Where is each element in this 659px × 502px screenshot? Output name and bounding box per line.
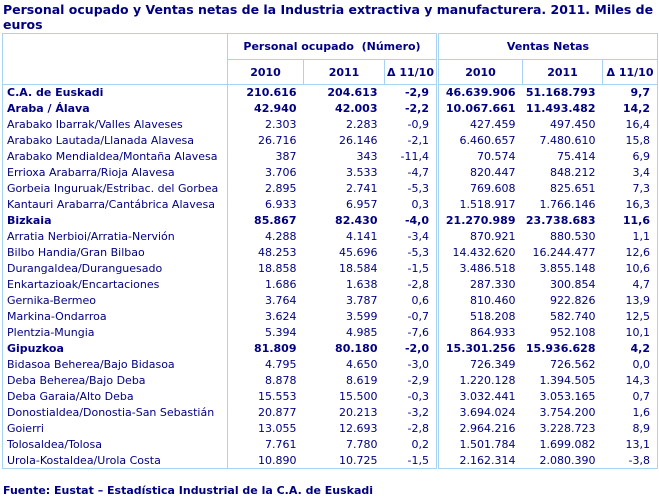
row-label: Arabako Mendialdea/Montaña Alavesa [3, 149, 228, 165]
cell: 46.639.906 [438, 85, 523, 101]
cell: -0,3 [407, 390, 429, 403]
table-row [3, 181, 658, 197]
cell: 4,7 [632, 278, 651, 291]
table-row [3, 341, 658, 357]
cell: -2,8 [407, 422, 429, 435]
cell: 3.053.165 [539, 390, 596, 403]
cell: -11,4 [400, 150, 429, 163]
cell: 15.553 [258, 390, 297, 403]
cell: 825.651 [550, 182, 596, 195]
cell: 21.270.989 [438, 213, 523, 229]
cell: 12.693 [339, 422, 378, 435]
subheader-ventas-delta: Δ 11/10 [603, 60, 658, 85]
cell: 8,9 [632, 422, 651, 435]
cell: 7.761 [265, 438, 297, 451]
table-row [3, 357, 658, 373]
cell: 16,4 [625, 118, 651, 131]
cell: 210.616 [246, 86, 297, 100]
cell: 0,3 [411, 198, 429, 211]
table-row [3, 197, 658, 213]
source-note: Fuente: Eustat – Estadística Industrial de la C.A. de Euskadi [3, 484, 374, 497]
cell: 6.933 [265, 198, 297, 211]
cell: 6.460.657 [438, 133, 523, 149]
cell: 204.613 [327, 86, 378, 100]
cell: 7,3 [632, 182, 651, 195]
subheader-ventas-2010: 2010 [438, 60, 523, 85]
table-row [3, 325, 658, 341]
page-title: Personal ocupado y Ventas netas de la Industria extractiva y manufacturera. 2011. Miles de euros [3, 2, 654, 32]
cell: -3,2 [407, 406, 429, 419]
table-row [3, 277, 658, 293]
cell: 14,2 [622, 102, 651, 115]
row-label: Deba Beherea/Bajo Deba [3, 373, 228, 389]
cell: 6.957 [346, 198, 378, 211]
cell: 1.766.146 [539, 198, 596, 211]
cell: 45.696 [339, 246, 378, 259]
cell: 13,9 [625, 294, 651, 307]
row-label: Araba / Álava [3, 101, 228, 117]
cell: 343 [356, 150, 378, 163]
cell: 26.716 [258, 134, 297, 147]
cell: 1.501.784 [438, 437, 523, 453]
cell: 2.303 [265, 118, 297, 131]
cell: 7.480.610 [539, 134, 596, 147]
cell: 3.855.148 [539, 262, 596, 275]
cell: 1.518.917 [438, 197, 523, 213]
cell: 497.450 [550, 118, 596, 131]
table-row [3, 229, 658, 245]
cell: 427.459 [438, 117, 523, 133]
cell: 2.964.216 [438, 421, 523, 437]
cell: 848.212 [550, 166, 596, 179]
cell: 2.162.314 [438, 453, 523, 469]
cell: 726.562 [550, 358, 596, 371]
cell: 18.584 [339, 262, 378, 275]
cell: 4.795 [265, 358, 297, 371]
row-label: Bidasoa Beherea/Bajo Bidasoa [3, 357, 228, 373]
cell: -2,0 [404, 342, 429, 355]
cell: 26.146 [339, 134, 378, 147]
cell: 10,6 [625, 262, 651, 275]
cell: 85.867 [254, 214, 297, 227]
cell: 12,6 [625, 246, 651, 259]
group-header-personal: Personal ocupado (Número) [228, 34, 438, 60]
cell: -3,8 [628, 453, 651, 467]
cell: 2.895 [265, 182, 297, 195]
cell: 1,1 [632, 230, 651, 243]
table-row [3, 293, 658, 309]
table-row [3, 165, 658, 181]
cell: 4.288 [265, 230, 297, 243]
cell: 10.725 [339, 453, 378, 467]
cell: 18.858 [258, 262, 297, 275]
cell: 0,7 [632, 390, 651, 403]
subheader-personal-2011: 2011 [304, 60, 385, 85]
cell: 8.619 [346, 374, 378, 387]
row-label: Gipuzkoa [3, 341, 228, 357]
row-label: Enkartazioak/Encartaciones [3, 277, 228, 293]
cell: 15.301.256 [438, 341, 523, 357]
cell: 70.574 [438, 149, 523, 165]
table-row [3, 117, 658, 133]
cell: 4.985 [346, 326, 378, 339]
cell: 3.032.441 [438, 389, 523, 405]
cell: -2,9 [407, 374, 429, 387]
cell: -2,2 [404, 102, 429, 115]
subheader-personal-2010: 2010 [228, 60, 304, 85]
cell: 80.180 [335, 342, 378, 355]
row-label: Arabako Lautada/Llanada Alavesa [3, 133, 228, 149]
cell: 0,0 [632, 358, 651, 371]
cell: 10.067.661 [438, 101, 523, 117]
cell: 1.638 [346, 278, 378, 291]
table-row [3, 309, 658, 325]
cell: 952.108 [550, 326, 596, 339]
cell: 10,1 [625, 326, 651, 339]
row-label: Markina-Ondarroa [3, 309, 228, 325]
table-row [3, 213, 658, 229]
subheader-personal-delta: Δ 11/10 [385, 60, 438, 85]
cell: -3,0 [407, 358, 429, 371]
cell: -0,7 [407, 310, 429, 323]
cell: -1,5 [407, 262, 429, 275]
cell: 870.921 [438, 229, 523, 245]
cell: -7,6 [407, 326, 429, 339]
row-label: Gorbeia Inguruak/Estribac. del Gorbea [3, 181, 228, 197]
table-body [3, 85, 658, 469]
cell: 300.854 [550, 278, 596, 291]
cell: 820.447 [438, 165, 523, 181]
cell: 3.706 [265, 166, 297, 179]
cell: 12,5 [625, 310, 651, 323]
row-label: Kantauri Arabarra/Cantábrica Alavesa [3, 197, 228, 213]
cell: 15.936.628 [525, 342, 596, 355]
row-label: Errioxa Arabarra/Rioja Alavesa [3, 165, 228, 181]
cell: 20.877 [258, 406, 297, 419]
cell: 9,7 [630, 86, 651, 100]
cell: 14.432.620 [438, 245, 523, 261]
cell: 82.430 [335, 214, 378, 227]
cell: 922.826 [550, 294, 596, 307]
cell: 20.213 [339, 406, 378, 419]
cell: 864.933 [438, 325, 523, 341]
cell: 13.055 [258, 422, 297, 435]
cell: 16.244.477 [532, 246, 596, 259]
table-row [3, 245, 658, 261]
cell: 6,9 [632, 150, 651, 163]
cell: 1.394.505 [539, 374, 596, 387]
cell: -1,5 [407, 453, 429, 467]
cell: 3.599 [346, 310, 378, 323]
cell: 1.699.082 [539, 438, 596, 451]
group-header-row [3, 34, 658, 60]
cell: 1.686 [265, 278, 297, 291]
cell: 3.533 [346, 166, 378, 179]
cell: -3,4 [407, 230, 429, 243]
cell: 3,4 [632, 166, 651, 179]
cell: 3.694.024 [438, 405, 523, 421]
cell: 42.003 [335, 102, 378, 115]
cell: 75.414 [557, 150, 596, 163]
cell: 2.741 [346, 182, 378, 195]
cell: 582.740 [550, 310, 596, 323]
statistics-table [2, 33, 658, 469]
table-row [3, 101, 658, 117]
subheader-ventas-2011: 2011 [523, 60, 603, 85]
row-label: Bilbo Handia/Gran Bilbao [3, 245, 228, 261]
cell: 518.208 [438, 309, 523, 325]
cell: 1.220.128 [438, 373, 523, 389]
table-row [3, 421, 658, 437]
cell: 287.330 [438, 277, 523, 293]
cell: 8.878 [265, 374, 297, 387]
table-row [3, 389, 658, 405]
cell: 2.080.390 [539, 453, 596, 467]
group-header-ventas: Ventas Netas [438, 34, 658, 60]
cell: 42.940 [254, 102, 297, 115]
cell: -2,1 [407, 134, 429, 147]
cell: 810.460 [438, 293, 523, 309]
table-header [3, 34, 658, 85]
cell: 1,6 [632, 406, 651, 419]
cell: 13,1 [625, 438, 651, 451]
row-label: Arratia Nerbioi/Arratia-Nervión [3, 229, 228, 245]
cell: 10.890 [258, 453, 297, 467]
cell: 81.809 [254, 342, 297, 355]
row-label: Arabako Ibarrak/Valles Alaveses [3, 117, 228, 133]
cell: -4,0 [404, 214, 429, 227]
cell: 51.168.793 [525, 86, 596, 100]
table-row [3, 453, 658, 469]
cell: 387 [275, 150, 297, 163]
cell: 2.283 [346, 118, 378, 131]
cell: -2,8 [407, 278, 429, 291]
cell: 4,2 [630, 342, 651, 355]
cell: 726.349 [438, 357, 523, 373]
cell: 15.500 [339, 390, 378, 403]
row-label: Goierri [3, 421, 228, 437]
cell: 11,6 [622, 214, 651, 227]
cell: 3.228.723 [539, 422, 596, 435]
table-row [3, 133, 658, 149]
cell: -2,9 [404, 86, 429, 100]
cell: 3.764 [265, 294, 297, 307]
cell: 14,3 [625, 374, 651, 387]
cell: 0,6 [411, 294, 429, 307]
corner-cell [3, 34, 228, 85]
cell: 3.787 [346, 294, 378, 307]
cell: 769.608 [438, 181, 523, 197]
cell: 3.486.518 [438, 261, 523, 277]
table-row [3, 373, 658, 389]
cell: -0,9 [407, 118, 429, 131]
row-label: Bizkaia [3, 213, 228, 229]
cell: 15,8 [625, 134, 651, 147]
table-row [3, 85, 658, 101]
cell: 3.754.200 [539, 406, 596, 419]
cell: 16,3 [625, 198, 651, 211]
row-label: Plentzia-Mungia [3, 325, 228, 341]
cell: 4.141 [346, 230, 378, 243]
cell: -4,7 [407, 166, 429, 179]
table-row [3, 437, 658, 453]
cell: -5,3 [407, 182, 429, 195]
cell: 5.394 [265, 326, 297, 339]
cell: 0,2 [411, 438, 429, 451]
cell: 48.253 [258, 246, 297, 259]
row-label: Urola-Kostaldea/Urola Costa [3, 453, 228, 469]
cell: 7.780 [346, 438, 378, 451]
row-label: Donostialdea/Donostia-San Sebastián [3, 405, 228, 421]
row-label: Deba Garaia/Alto Deba [3, 389, 228, 405]
cell: -5,3 [407, 246, 429, 259]
table-row [3, 405, 658, 421]
cell: 11.493.482 [525, 102, 596, 115]
row-label: C.A. de Euskadi [3, 85, 228, 101]
table-row [3, 261, 658, 277]
row-label: Durangaldea/Duranguesado [3, 261, 228, 277]
cell: 3.624 [265, 310, 297, 323]
row-label: Gernika-Bermeo [3, 293, 228, 309]
cell: 23.738.683 [525, 214, 596, 227]
cell: 880.530 [550, 230, 596, 243]
table-row [3, 149, 658, 165]
row-label: Tolosaldea/Tolosa [3, 437, 228, 453]
cell: 4.650 [346, 358, 378, 371]
